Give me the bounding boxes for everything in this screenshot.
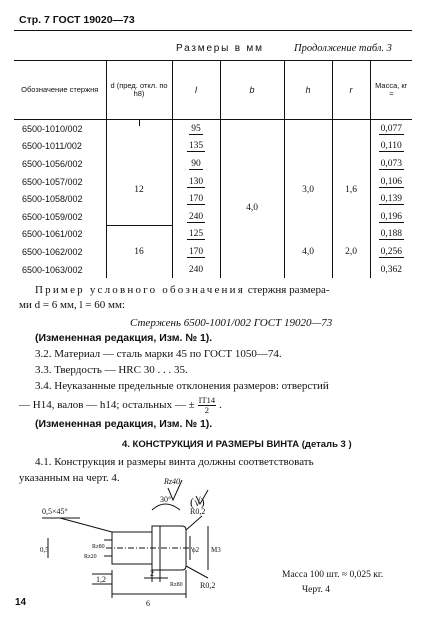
rods-table: [14, 60, 412, 278]
cell-designation: 6500-1063/002: [22, 264, 83, 275]
header-rule: [14, 30, 412, 31]
cell-designation: 6500-1059/002: [22, 211, 83, 222]
example-rest-text: стержня размера-: [244, 284, 330, 296]
table-row: [14, 138, 412, 156]
cell-designation: 6500-1058/002: [22, 194, 83, 205]
header-mass: Масса, кг ≈: [370, 61, 412, 120]
cell-b: 4,0: [220, 138, 284, 279]
example-paragraph: [35, 282, 415, 298]
dim-6-label: 6: [146, 599, 150, 608]
cell-r-group1: 1,6: [332, 155, 370, 225]
table-continuation-caption: Продолжение табл. 3: [294, 43, 392, 54]
example-spaced-text: Пример условного обозначения: [35, 284, 245, 296]
cell-h-empty: [284, 120, 332, 138]
cell-designation: 6500-1056/002: [22, 158, 83, 169]
mass-note: Масса 100 шт. ≈ 0,025 кг.: [282, 570, 384, 580]
dim-05-label: 0,5: [40, 546, 49, 554]
header-r: r: [332, 61, 370, 120]
cell-r-empty: [332, 138, 370, 156]
rough-small-1: Rz80: [92, 544, 105, 550]
cell-d-group1: 12: [106, 155, 172, 225]
rough-small-3: Rz80: [170, 582, 183, 588]
cell-mass: 0,110: [370, 138, 412, 156]
cell-l: 240: [172, 261, 220, 279]
cell-designation: 6500-1061/002: [22, 229, 83, 240]
cell-b-empty: [220, 120, 284, 138]
cell-mass: 0,188: [370, 226, 412, 244]
cell-l: 125: [172, 226, 220, 244]
cell-l: 90: [172, 155, 220, 173]
roughness-paren-label: (√): [190, 495, 205, 509]
dim-2-label: 2: [150, 569, 154, 578]
cell-l: 170: [172, 190, 220, 208]
page-number: 14: [15, 597, 27, 608]
cell-mass: 0,196: [370, 208, 412, 226]
example-line2: ми d = 6 мм, l = 60 мм:: [19, 299, 125, 311]
it14-fraction: [198, 396, 217, 415]
table-header-row: [14, 61, 412, 120]
table-row: [14, 226, 412, 244]
page-header: Стр. 7 ГОСТ 19020—73: [19, 14, 135, 26]
cell-h-empty: [284, 138, 332, 156]
item-3-4-cont-text: — H14, валов — h14; остальных — ±: [19, 399, 195, 412]
header-b: b: [220, 61, 284, 120]
table-row: [14, 155, 412, 173]
item-3-3: 3.3. Твердость — HRC 30 . . . 35.: [35, 364, 188, 376]
dim-12-label: 1,2: [96, 575, 106, 584]
drawing-label: Черт. 4: [302, 585, 330, 595]
cell-h-group1: 3,0: [284, 155, 332, 225]
cell-l: 170: [172, 243, 220, 261]
example-designation: Стержень 6500-1001/002 ГОСТ 19020—73: [130, 317, 333, 329]
section-title: 4. КОНСТРУКЦИЯ И РАЗМЕРЫ ВИНТА (деталь 3 ): [122, 439, 352, 450]
header-h: h: [284, 61, 332, 120]
rough-small-2: Rz20: [84, 554, 97, 560]
table-units-caption: Размеры в мм: [176, 43, 264, 54]
dim-phi2-label: ϕ2: [192, 546, 200, 554]
header-d: d (пред. откл. по h8): [106, 61, 172, 120]
screw-drawing: [40, 478, 300, 610]
cell-l: 240: [172, 208, 220, 226]
roughness-main-label: Rz40: [164, 478, 180, 486]
cell-designation: 6500-1062/002: [22, 246, 83, 257]
cell-mass: 0,256: [370, 243, 412, 261]
cell-r-empty: [332, 120, 370, 138]
radius-label-2: R0,2: [200, 581, 216, 590]
header-l: l: [172, 61, 220, 120]
dim-m3-label: M3: [211, 546, 221, 554]
cell-l: 130: [172, 173, 220, 191]
cell-mass: 0,106: [370, 173, 412, 191]
item-4-1: 4.1. Конструкция и размеры винта должны соответствовать: [35, 456, 314, 468]
cell-mass: 0,077: [370, 120, 412, 138]
angle-label: 30°: [160, 495, 172, 504]
cell-mass: 0,362: [370, 261, 412, 279]
cell-l: 135: [172, 138, 220, 156]
cell-l: 95: [172, 120, 220, 138]
cell-mass: 0,139: [370, 190, 412, 208]
header-designation: Обозначение стержня: [14, 61, 106, 120]
cell-h-group2: 4,0: [284, 226, 332, 279]
item-3-4: 3.4. Неуказанные предельные отклонения размеров: отверстий: [35, 380, 329, 392]
fraction-numerator: IT14: [198, 395, 216, 405]
item-3-4-cont: — H14, валов — h14; остальных — ± $\frac{IT14}{2}$ .: [19, 395, 222, 415]
cell-designation: 6500-1057/002: [22, 176, 83, 187]
fraction-denominator: 2: [204, 405, 209, 415]
edition-note-2: (Измененная редакция, Изм. № 1).: [35, 418, 213, 430]
edition-note-1: (Измененная редакция, Изм. № 1).: [35, 332, 213, 344]
radius-label-1: R0,2: [190, 507, 206, 516]
table-row: [14, 120, 412, 138]
chamfer-label: 0,5×45°: [42, 507, 68, 516]
cell-designation: 6500-1010/002: [22, 123, 83, 134]
cell-d-tick: [106, 120, 172, 138]
cell-mass: 0,073: [370, 155, 412, 173]
cell-d-group2: 16: [106, 226, 172, 279]
item-4-1-cont: указанным на черт. 4.: [19, 472, 120, 484]
item-3-2: 3.2. Материал — сталь марки 45 по ГОСТ 1050—74.: [35, 348, 282, 360]
cell-designation: 6500-1011/002: [22, 141, 82, 152]
cell-r-group2: 2,0: [332, 226, 370, 279]
cell-d-empty: [106, 138, 172, 156]
